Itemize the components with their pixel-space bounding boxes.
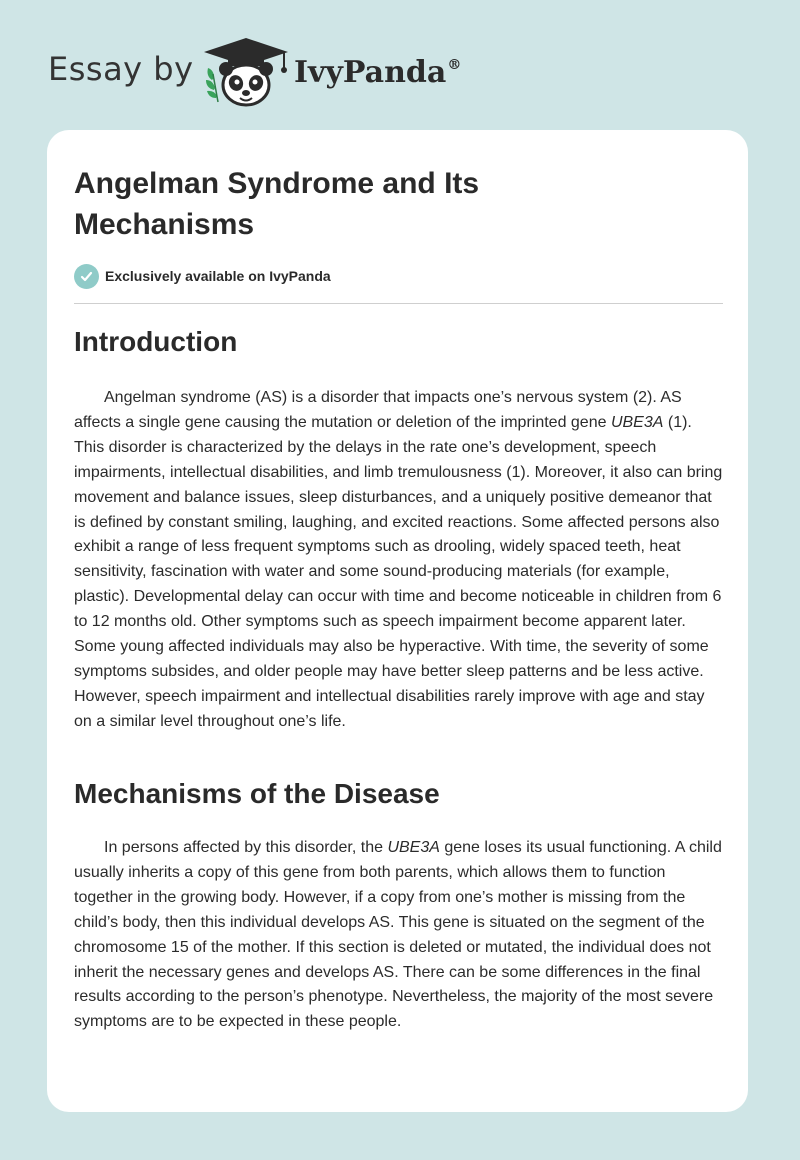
site-header xyxy=(0,0,800,130)
check-icon xyxy=(74,264,99,289)
gene-name: UBE3A xyxy=(610,413,664,431)
title-line-2: Mechanisms xyxy=(74,208,255,241)
brand-name-text: IvyPanda xyxy=(294,55,447,90)
essay-card xyxy=(47,130,748,1112)
brand-name[interactable] xyxy=(294,55,461,90)
panda-graduate-icon xyxy=(200,36,292,108)
exclusive-label: Exclusively available on IvyPanda xyxy=(105,268,331,284)
exclusive-badge xyxy=(74,263,331,289)
section-heading-introduction: Introduction xyxy=(74,326,238,357)
text-run: Angelman syndrome (AS) is a disorder that impacts one’s nervous system (2). AS affects a single gene causing the mutation or deletion of the imprinted gene xyxy=(74,389,682,431)
leaf-icon xyxy=(206,68,218,102)
text-run: gene loses its usual functioning. A child usually inherits a copy of this gene from both parents, which allows them to function together in the growing body. However, if a copy from one’s mother is missing from the child’s body, then this individual develops AS. This gene is situated on the segment of the chromosome 15 of the mother. If this section is deleted or mutated, the individual does not inherit the necessary genes and develops AS. There can be some differences in the final results according to the person’s phenotype. Nevertheless, the majority of the most severe symptoms are to be expected in these people. xyxy=(74,839,722,1031)
text-run: (1). This disorder is characterized by the delays in the rate one’s development, speech impairments, intellectual disabilities, and limb tremulousness (1). Moreover, it also can bring movement and balance issues, sleep disturbances, and a uniquely positive demeanor that is defined by constant smiling, laughing, and excited reactions. Some affected persons also exhibit a range of less frequent symptoms such as drooling, widely spaced teeth, heat sensitivity, fascination with water and some sound-producing materials (for example, plastic). Developmental delay can occur with time and become noticeable in children from 6 to 12 months old. Other symptoms such as speech impairment become apparent later. Some young affected individuals may also be hyperactive. With time, the severity of some symptoms subsides, and older people may have better sleep patterns and be less active. However, speech impairment and intellectual disabilities rarely improve with age and stay on a similar level throughout one’s life. xyxy=(74,413,723,730)
page-title xyxy=(74,163,674,245)
paragraph-mechanisms xyxy=(74,836,726,1035)
gene-name: UBE3A xyxy=(387,839,440,856)
essay-by-label: Essay by xyxy=(48,50,194,88)
paragraph-introduction xyxy=(74,386,726,735)
text-run: In persons affected by this disorder, the xyxy=(104,839,388,856)
divider xyxy=(74,303,723,304)
registered-mark: ® xyxy=(447,57,462,73)
section-heading-mechanisms: Mechanisms of the Disease xyxy=(74,778,440,809)
title-line-1: Angelman Syndrome and Its xyxy=(74,167,480,200)
